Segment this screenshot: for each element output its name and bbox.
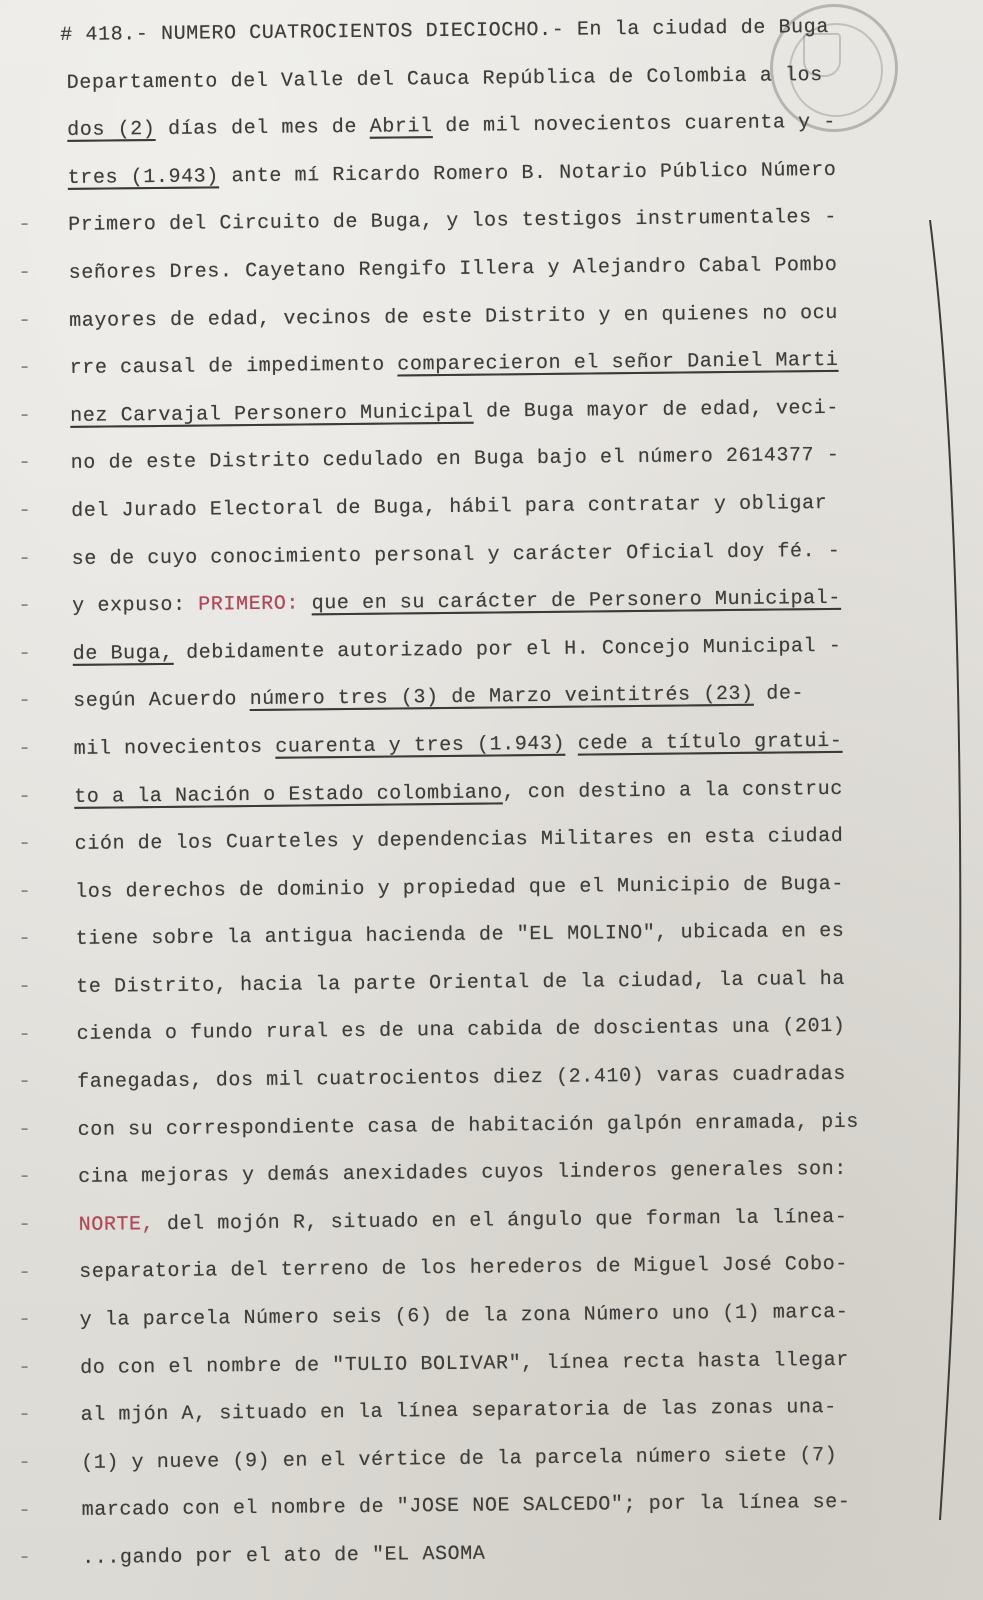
margin-dash: - [18, 878, 34, 904]
underlined-text: nez Carvajal Personero Municipal [70, 400, 474, 428]
document-line [67, 717, 897, 773]
document-line [76, 1526, 906, 1582]
line-text: según Acuerdo [73, 688, 250, 714]
document-line [72, 1193, 902, 1249]
line-text: ante mí Ricardo Romero B. Notario Público Número [218, 158, 837, 189]
underlined-text: cuarenta y tres (1.943) [275, 732, 566, 759]
document-line [66, 574, 896, 630]
underlined-text: Abril [369, 115, 433, 139]
underlined-text: cede a título gratui- [577, 729, 843, 756]
underlined-text: que en su carácter de Personero Municipal- [311, 586, 842, 616]
line-text: del mojón R, situado en el ángulo que forman la línea- [154, 1205, 848, 1236]
margin-dash: - [18, 1497, 34, 1523]
margin-dash: - [18, 1069, 34, 1095]
margin-dash: - [18, 402, 34, 428]
line-text: (1) y nueve (9) en el vértice de la parcela número siete (7) [81, 1443, 838, 1475]
margin-dash: - [18, 593, 34, 619]
margin-dash: - [18, 1212, 34, 1237]
margin-dash: - [18, 688, 34, 714]
line-text: cienda o fundo rural es de una cabida de doscientas una (201) [76, 1015, 846, 1047]
document-line [73, 1288, 903, 1344]
line-text: se de cuyo conocimiento personal y carácter Oficial doy fé. - [71, 539, 841, 571]
line-text: Departamento del Valle del Cauca República de Colombia a los [66, 63, 823, 95]
document-line [74, 1383, 904, 1439]
margin-dash: - [18, 1450, 34, 1475]
line-text: señores Dres. Cayetano Rengifo Illera y Alejandro Cabal Pombo [68, 253, 838, 285]
document-line [75, 1431, 905, 1487]
margin-dash: - [18, 355, 34, 381]
margin-dash: - [18, 1116, 34, 1142]
margin-dash: - [18, 498, 34, 523]
margin-dash: - [18, 831, 34, 857]
line-text: separatoria del terreno de los herederos de Miguel José Cobo- [79, 1253, 849, 1285]
document-line [60, 3, 890, 59]
margin-dash: - [18, 1021, 34, 1047]
line-text: mil novecientos [73, 735, 276, 761]
line-text: ...gando por el ato de "EL ASOMA [82, 1542, 486, 1570]
line-text [565, 733, 578, 756]
line-text: de mil novecientos cuarenta y - [432, 111, 837, 139]
line-text: al mjón A, situado en la línea separatoria de las zonas una- [80, 1396, 837, 1428]
line-text: te Distrito, hacia la parte Oriental de la ciudad, la cual ha [76, 967, 846, 999]
document-line [71, 1098, 901, 1154]
margin-dash: - [18, 450, 34, 476]
document-line [67, 670, 897, 726]
margin-dash: - [18, 1354, 34, 1380]
margin-dash: - [18, 1402, 34, 1428]
margin-bracket-line [900, 220, 980, 1520]
document-line [65, 479, 895, 535]
underlined-text: tres (1.943) [67, 165, 220, 190]
line-text: rre causal de impedimento [69, 353, 398, 381]
document-line [64, 432, 894, 488]
underlined-text: dos (2) [67, 118, 156, 143]
document-line [62, 194, 892, 250]
document-line [61, 98, 891, 154]
line-text: los derechos de dominio y propiedad que el Municipio de Buga- [75, 872, 845, 904]
document-line [65, 527, 895, 583]
line-text: y expuso: [72, 593, 199, 619]
document-line [71, 1050, 901, 1106]
margin-dash: - [18, 736, 34, 761]
document-line [63, 289, 893, 345]
document-line [60, 51, 890, 107]
margin-dash: - [18, 926, 34, 952]
document-line [68, 812, 898, 868]
margin-dash: - [18, 640, 34, 666]
margin-dash: - [18, 974, 34, 999]
margin-dash: - [18, 260, 34, 285]
document-line [66, 622, 896, 678]
margin-dash: - [18, 307, 34, 333]
red-heading-text: PRIMERO: [198, 592, 300, 617]
document-line [72, 1145, 902, 1201]
line-text [299, 593, 312, 616]
line-text: marcado con el nombre de "JOSE NOE SALCEDO"; por la línea se- [81, 1491, 851, 1523]
document-line [64, 384, 894, 440]
margin-dash: - [18, 212, 34, 238]
line-text: de Buga mayor de edad, veci- [473, 396, 840, 424]
underlined-text: to a la Nación o Estado colombiano [74, 780, 503, 809]
margin-dash: - [18, 1307, 34, 1333]
line-text: debidamente autorizado por el H. Concejo Municipal - [173, 634, 842, 665]
underlined-text: número tres (3) de Marzo veintitrés (23) [249, 683, 754, 712]
line-text: mayores de edad, vecinos de este Distrito y en quienes no ocu [69, 301, 839, 333]
document-line [73, 1241, 903, 1297]
margin-dash: - [18, 1259, 34, 1285]
document-line [70, 955, 900, 1011]
document-line [69, 908, 899, 964]
margin-dash: - [18, 545, 34, 571]
margin-dash: - [18, 783, 34, 809]
document-line [74, 1336, 904, 1392]
line-text: # 418.- NUMERO CUATROCIENTOS DIECIOCHO.- En la ciudad de Buga [60, 15, 830, 47]
document-line [68, 765, 898, 821]
document-line [61, 146, 891, 202]
document-line [75, 1479, 905, 1535]
line-text: con su correspondiente casa de habitación galpón enramada, pis [77, 1110, 860, 1142]
document-line [69, 860, 899, 916]
line-text: do con el nombre de "TULIO BOLIVAR", línea recta hasta llegar [80, 1348, 849, 1380]
underlined-text: comparecieron el señor Daniel Marti [397, 349, 839, 377]
margin-dash: - [18, 1164, 34, 1190]
line-text: cina mejoras y demás anexidades cuyos linderos generales son: [78, 1158, 848, 1190]
document-line [63, 336, 893, 392]
deed-text [60, 3, 906, 1582]
line-text: no de este Distrito cedulado en Buga bajo el número 2614377 - [70, 444, 840, 476]
line-text: , con destino a la construc [502, 777, 844, 804]
line-text: de- [753, 682, 805, 707]
line-text: del Jurado Electoral de Buga, hábil para contratar y obligar [71, 491, 828, 523]
line-text: Primero del Circuito de Buga, y los testigos instrumentales - [68, 206, 838, 238]
document-line [70, 1003, 900, 1059]
line-text: días del mes de [155, 115, 370, 142]
line-text: y la parcela Número seis (6) de la zona Número uno (1) marca- [79, 1300, 849, 1332]
line-text: ción de los Cuarteles y dependencias Militares en esta ciudad [74, 824, 844, 856]
red-heading-text: NORTE, [78, 1212, 155, 1237]
underlined-text: de Buga, [72, 641, 174, 666]
document-line [62, 241, 892, 297]
line-text: tiene sobre la antigua hacienda de "EL MOLINO", ubicada en es [75, 920, 845, 952]
line-text: fanegadas, dos mil cuatrocientos diez (2.410) varas cuadradas [77, 1062, 847, 1094]
margin-dash: - [18, 1545, 34, 1571]
